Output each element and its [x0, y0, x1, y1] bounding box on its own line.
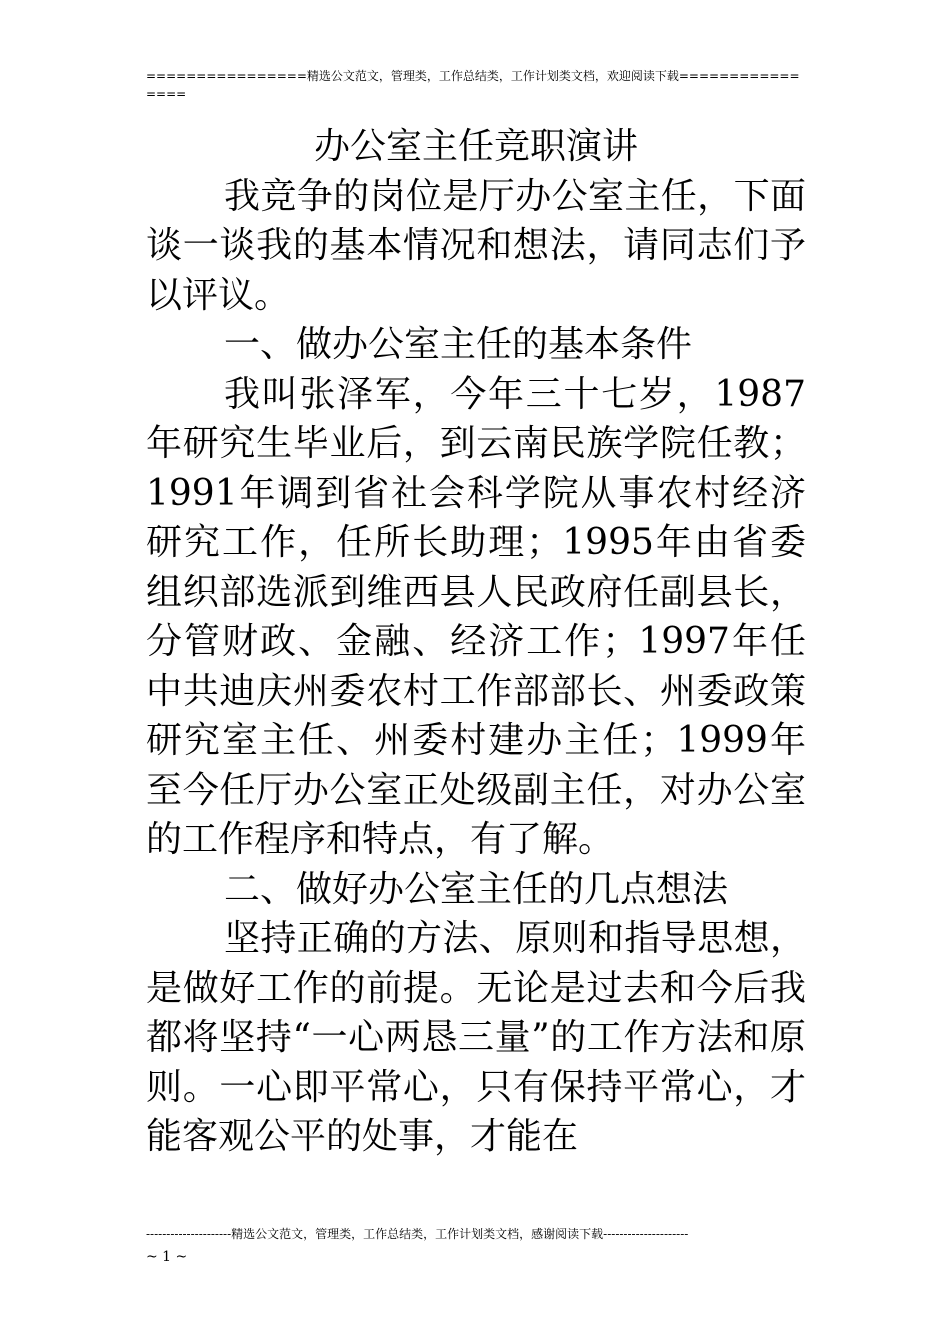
paragraph-intro: 我竞争的岗位是厅办公室主任，下面谈一谈我的基本情况和想法，请同志们予以评议。: [146, 175, 806, 316]
paragraph-method: 坚持正确的方法、原则和指导思想，是做好工作的前提。无论是过去和今后我都将坚持“一心两恳三量”的工作方法和原则。一心即平常心，只有保持平常心，才能客观公平的处事，才能在: [146, 918, 806, 1157]
footer-banner-line: ---------------------精选公文范文，管理类，工作总结类，工作计划类文档，感谢阅读下载---------------------: [146, 1227, 689, 1241]
page-number: ~ 1 ~: [146, 1249, 188, 1265]
header-banner-line-1: ================精选公文范文，管理类，工作总结类，工作计划类文档，欢迎阅读下载============: [146, 69, 800, 83]
section-heading-1: 一、做办公室主任的基本条件: [224, 324, 693, 365]
document-title: 办公室主任竞职演讲: [313, 126, 638, 167]
document-body: [146, 122, 806, 1162]
section-heading-2: 二、做好办公室主任的几点想法: [224, 868, 729, 910]
header-banner-line-2: ====: [146, 87, 187, 101]
paragraph-background: 我叫张泽军，今年三十七岁，1987年研究生毕业后，到云南民族学院任教；1991年调到省社会科学院从事农村经济研究工作，任所长助理；1995年由省委组织部选派到维西县人民政府任副县长，分管财政、金融、经济工作；1997年任中共迪庆州委农村工作部部长、州委政策研究室主任、州委村建办主任；1999年至今任厅办公室正处级副主任，对办公室的工作程序和特点，有了解。: [146, 373, 806, 860]
